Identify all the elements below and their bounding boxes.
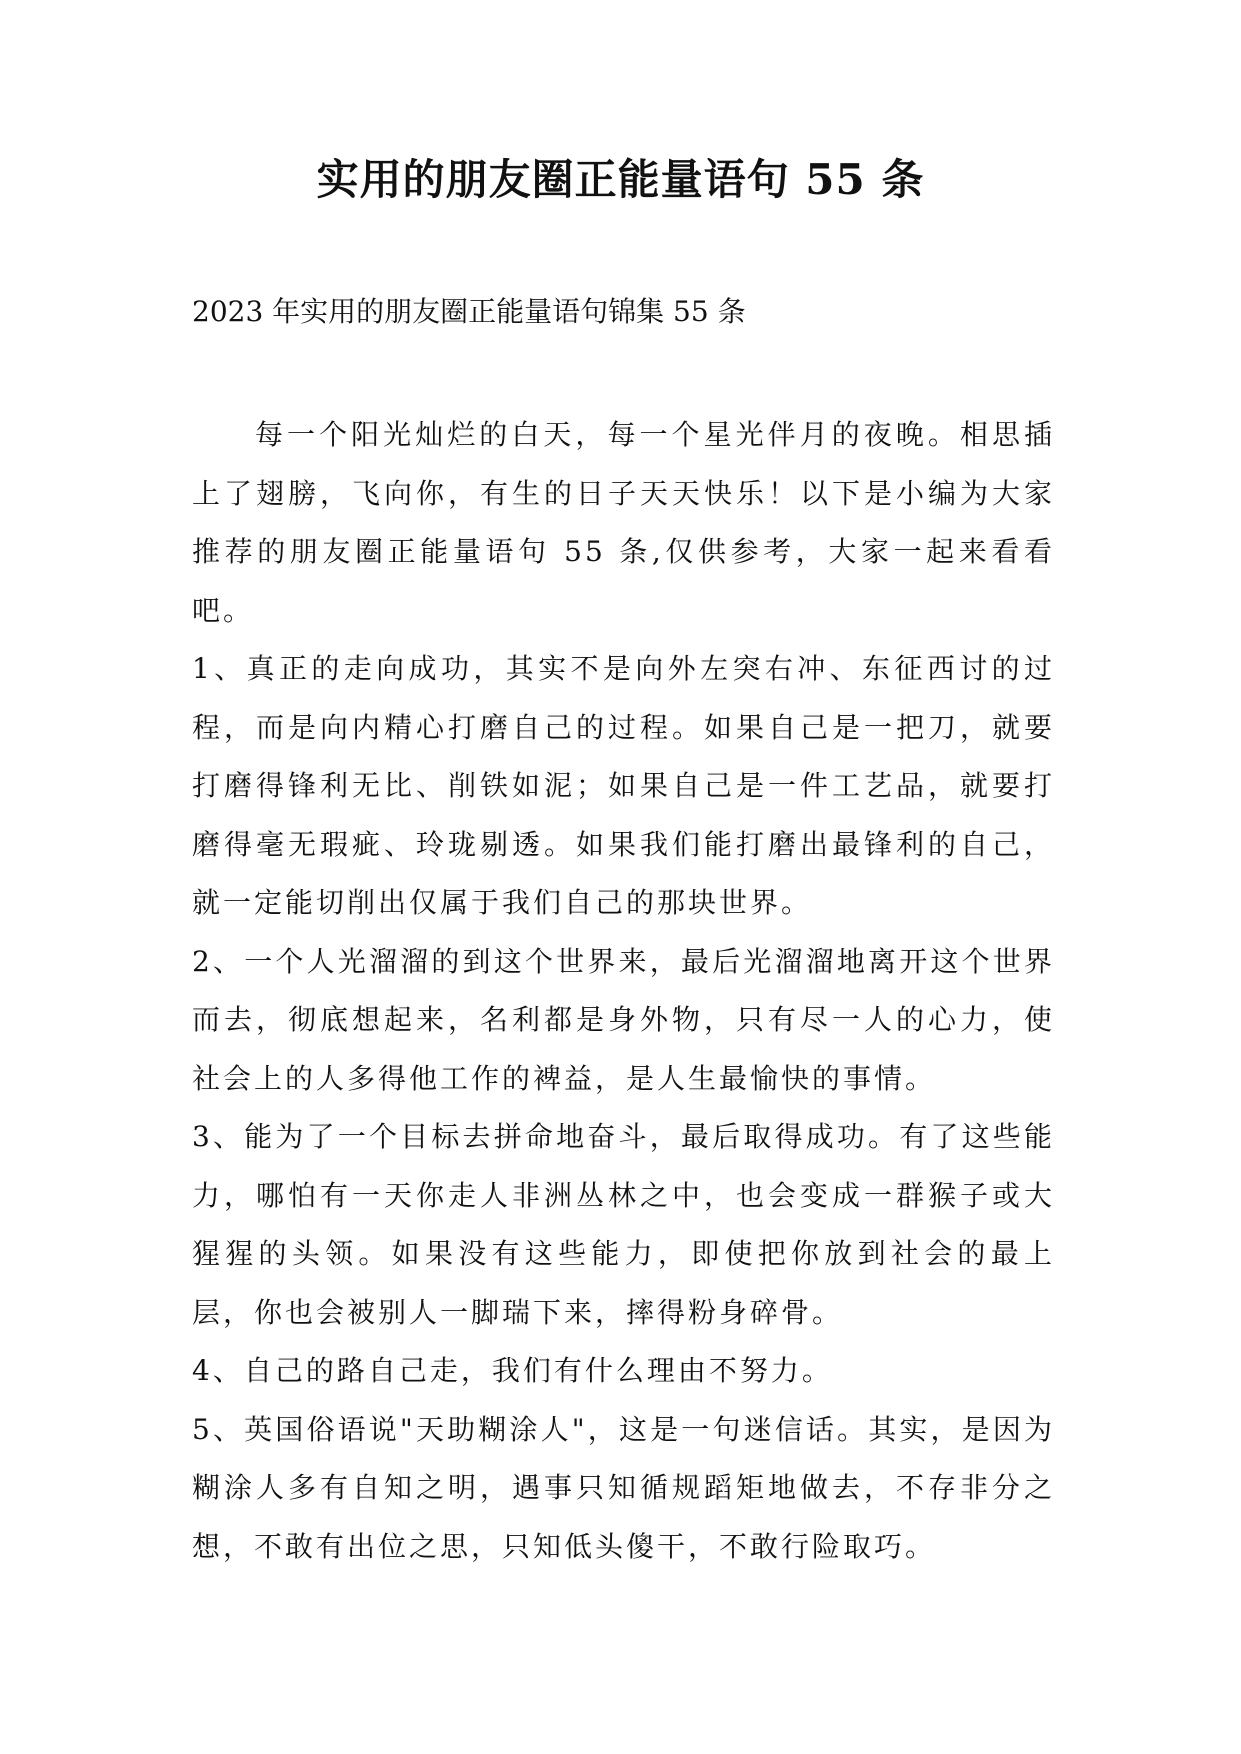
intro-paragraph: 每一个阳光灿烂的白天，每一个星光伴月的夜晚。相思插上了翅膀，飞向你，有生的日子天天快乐！以下是小编为大家推荐的朋友圈正能量语句 55 条,仅供参考，大家一起来看看吧。 [192, 418, 1055, 627]
document-subtitle: 2023 年实用的朋友圈正能量语句锦集 55 条 [192, 295, 746, 328]
document-body [192, 406, 1055, 1576]
list-item-2: 2、一个人光溜溜的到这个世界来，最后光溜溜地离开这个世界而去，彻底想起来，名利都是身外物，只有尽一人的心力，使社会上的人多得他工作的裨益，是人生最愉快的事情。 [192, 944, 1055, 1095]
list-item-5: 5、英国俗语说"天助糊涂人"，这是一句迷信话。其实，是因为糊涂人多有自知之明，遇事只知循规蹈矩地做去，不存非分之想，不敢有出位之思，只知低头傻干，不敢行险取巧。 [192, 1412, 1055, 1563]
list-item-1: 1、真正的走向成功，其实不是向外左突右冲、东征西讨的过程，而是向内精心打磨自己的过程。如果自己是一把刀，就要打磨得锋利无比、削铁如泥；如果自己是一件工艺品，就要打磨得毫无瑕疵、玲珑剔透。如果我们能打磨出最锋利的自己，就一定能切削出仅属于我们自己的那块世界。 [192, 652, 1055, 919]
document-title: 实用的朋友圈正能量语句 55 条 [316, 155, 925, 204]
list-item-3: 3、能为了一个目标去拼命地奋斗，最后取得成功。有了这些能力，哪怕有一天你走人非洲丛林之中，也会变成一群猴子或大猩猩的头领。如果没有这些能力，即使把你放到社会的最上层，你也会被别人一脚瑞下来，摔得粉身碎骨。 [192, 1120, 1055, 1329]
list-item-4: 4、自己的路自己走，我们有什么理由不努力。 [192, 1354, 833, 1387]
